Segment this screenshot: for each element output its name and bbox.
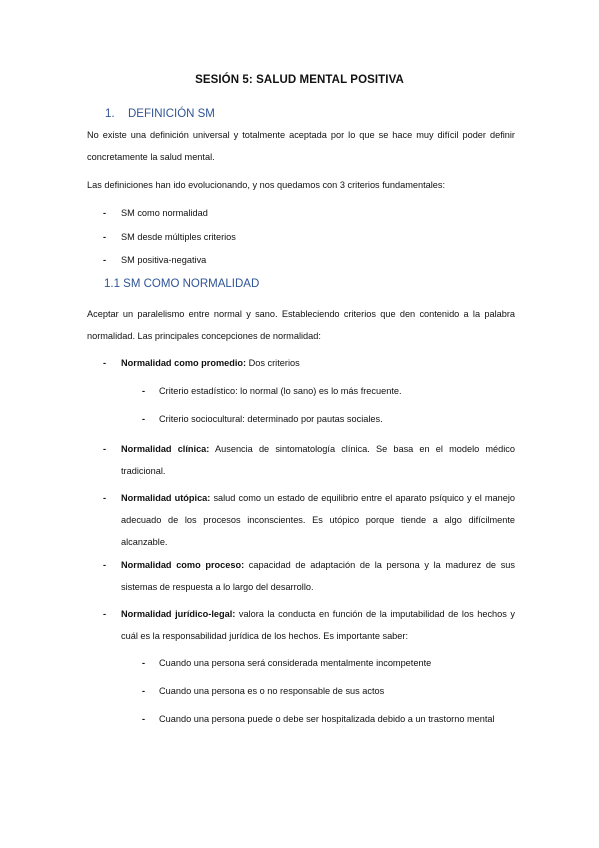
bullet-dash: - <box>103 609 107 619</box>
concept-description: Dos criterios <box>246 358 300 368</box>
sub-item: Cuando una persona puede o debe ser hospitalizada debido a un trastorno mental <box>159 714 495 724</box>
criteria-item: SM como normalidad <box>121 208 208 218</box>
sub-item: Criterio sociocultural: determinado por pautas sociales. <box>159 414 383 424</box>
bullet-dash: - <box>103 444 107 454</box>
page-title: SESIÓN 5: SALUD MENTAL POSITIVA <box>195 74 404 86</box>
sub-item: Cuando una persona será considerada mentalmente incompetente <box>159 658 432 668</box>
bullet-dash: - <box>142 686 146 696</box>
concept-description: Ausencia de sintomatología clínica. Se basa en el modelo médico tradicional. <box>121 444 515 476</box>
bullet-dash: - <box>103 255 107 265</box>
concept-term: Normalidad como proceso: <box>121 560 245 570</box>
bullet-dash: - <box>142 414 146 424</box>
criteria-item: SM positiva-negativa <box>121 255 207 265</box>
bullet-dash: - <box>142 714 146 724</box>
bullet-dash: - <box>103 560 107 570</box>
concept-term: Normalidad jurídico-legal: <box>121 609 236 619</box>
criteria-item: SM desde múltiples criterios <box>121 232 236 242</box>
bullet-dash: - <box>142 658 146 668</box>
criteria-intro: Las definiciones han ido evolucionando, y nos quedamos con 3 criterios fundamentales: <box>87 180 446 190</box>
section-heading-text: DEFINICIÓN SM <box>128 108 215 120</box>
section-heading-definicion <box>105 108 215 120</box>
concept-text <box>121 438 515 482</box>
concept-description: valora la conducta en función de la imputabilidad de los hechos y cuál es la responsabilidad jurídica de los hechos. Es importante saber: <box>121 609 516 641</box>
sub-item: Criterio estadístico: lo normal (lo sano) es lo más frecuente. <box>159 386 402 396</box>
concept-term: Normalidad clínica: <box>121 444 210 454</box>
concept-term: Normalidad como promedio: <box>121 358 247 368</box>
bullet-dash: - <box>103 358 107 368</box>
bullet-dash: - <box>103 208 107 218</box>
concept-text <box>121 603 515 647</box>
concept-description: capacidad de adaptación de la persona y la madurez de sus sistemas de respuesta a lo largo del desarrollo. <box>121 560 515 592</box>
bullet-dash: - <box>103 493 107 503</box>
bullet-dash: - <box>103 232 107 242</box>
concept-description: salud como un estado de equilibrio entre el aparato psíquico y el manejo adecuado de los procesos inconscientes. Es utópico porque tiende a algo difícilmente alcanzable. <box>121 493 515 547</box>
concept-text <box>121 554 515 598</box>
intro-paragraph: No existe una definición universal y totalmente aceptada por lo que se hace muy difícil poder definir concretamente la salud mental. <box>87 130 515 162</box>
sub-item: Cuando una persona es o no responsable de sus actos <box>159 686 385 696</box>
concept-term: Normalidad utópica: <box>121 493 211 503</box>
subsection-heading: 1.1 SM COMO NORMALIDAD <box>104 278 260 290</box>
normality-paragraph: Aceptar un paralelismo entre normal y sano. Estableciendo criterios que den contenido a la palabra normalidad. Las principales concepciones de normalidad: <box>87 309 515 341</box>
bullet-dash: - <box>142 386 146 396</box>
concept-text <box>121 487 515 553</box>
section-number: 1. <box>105 108 115 120</box>
concept-text <box>121 352 515 374</box>
